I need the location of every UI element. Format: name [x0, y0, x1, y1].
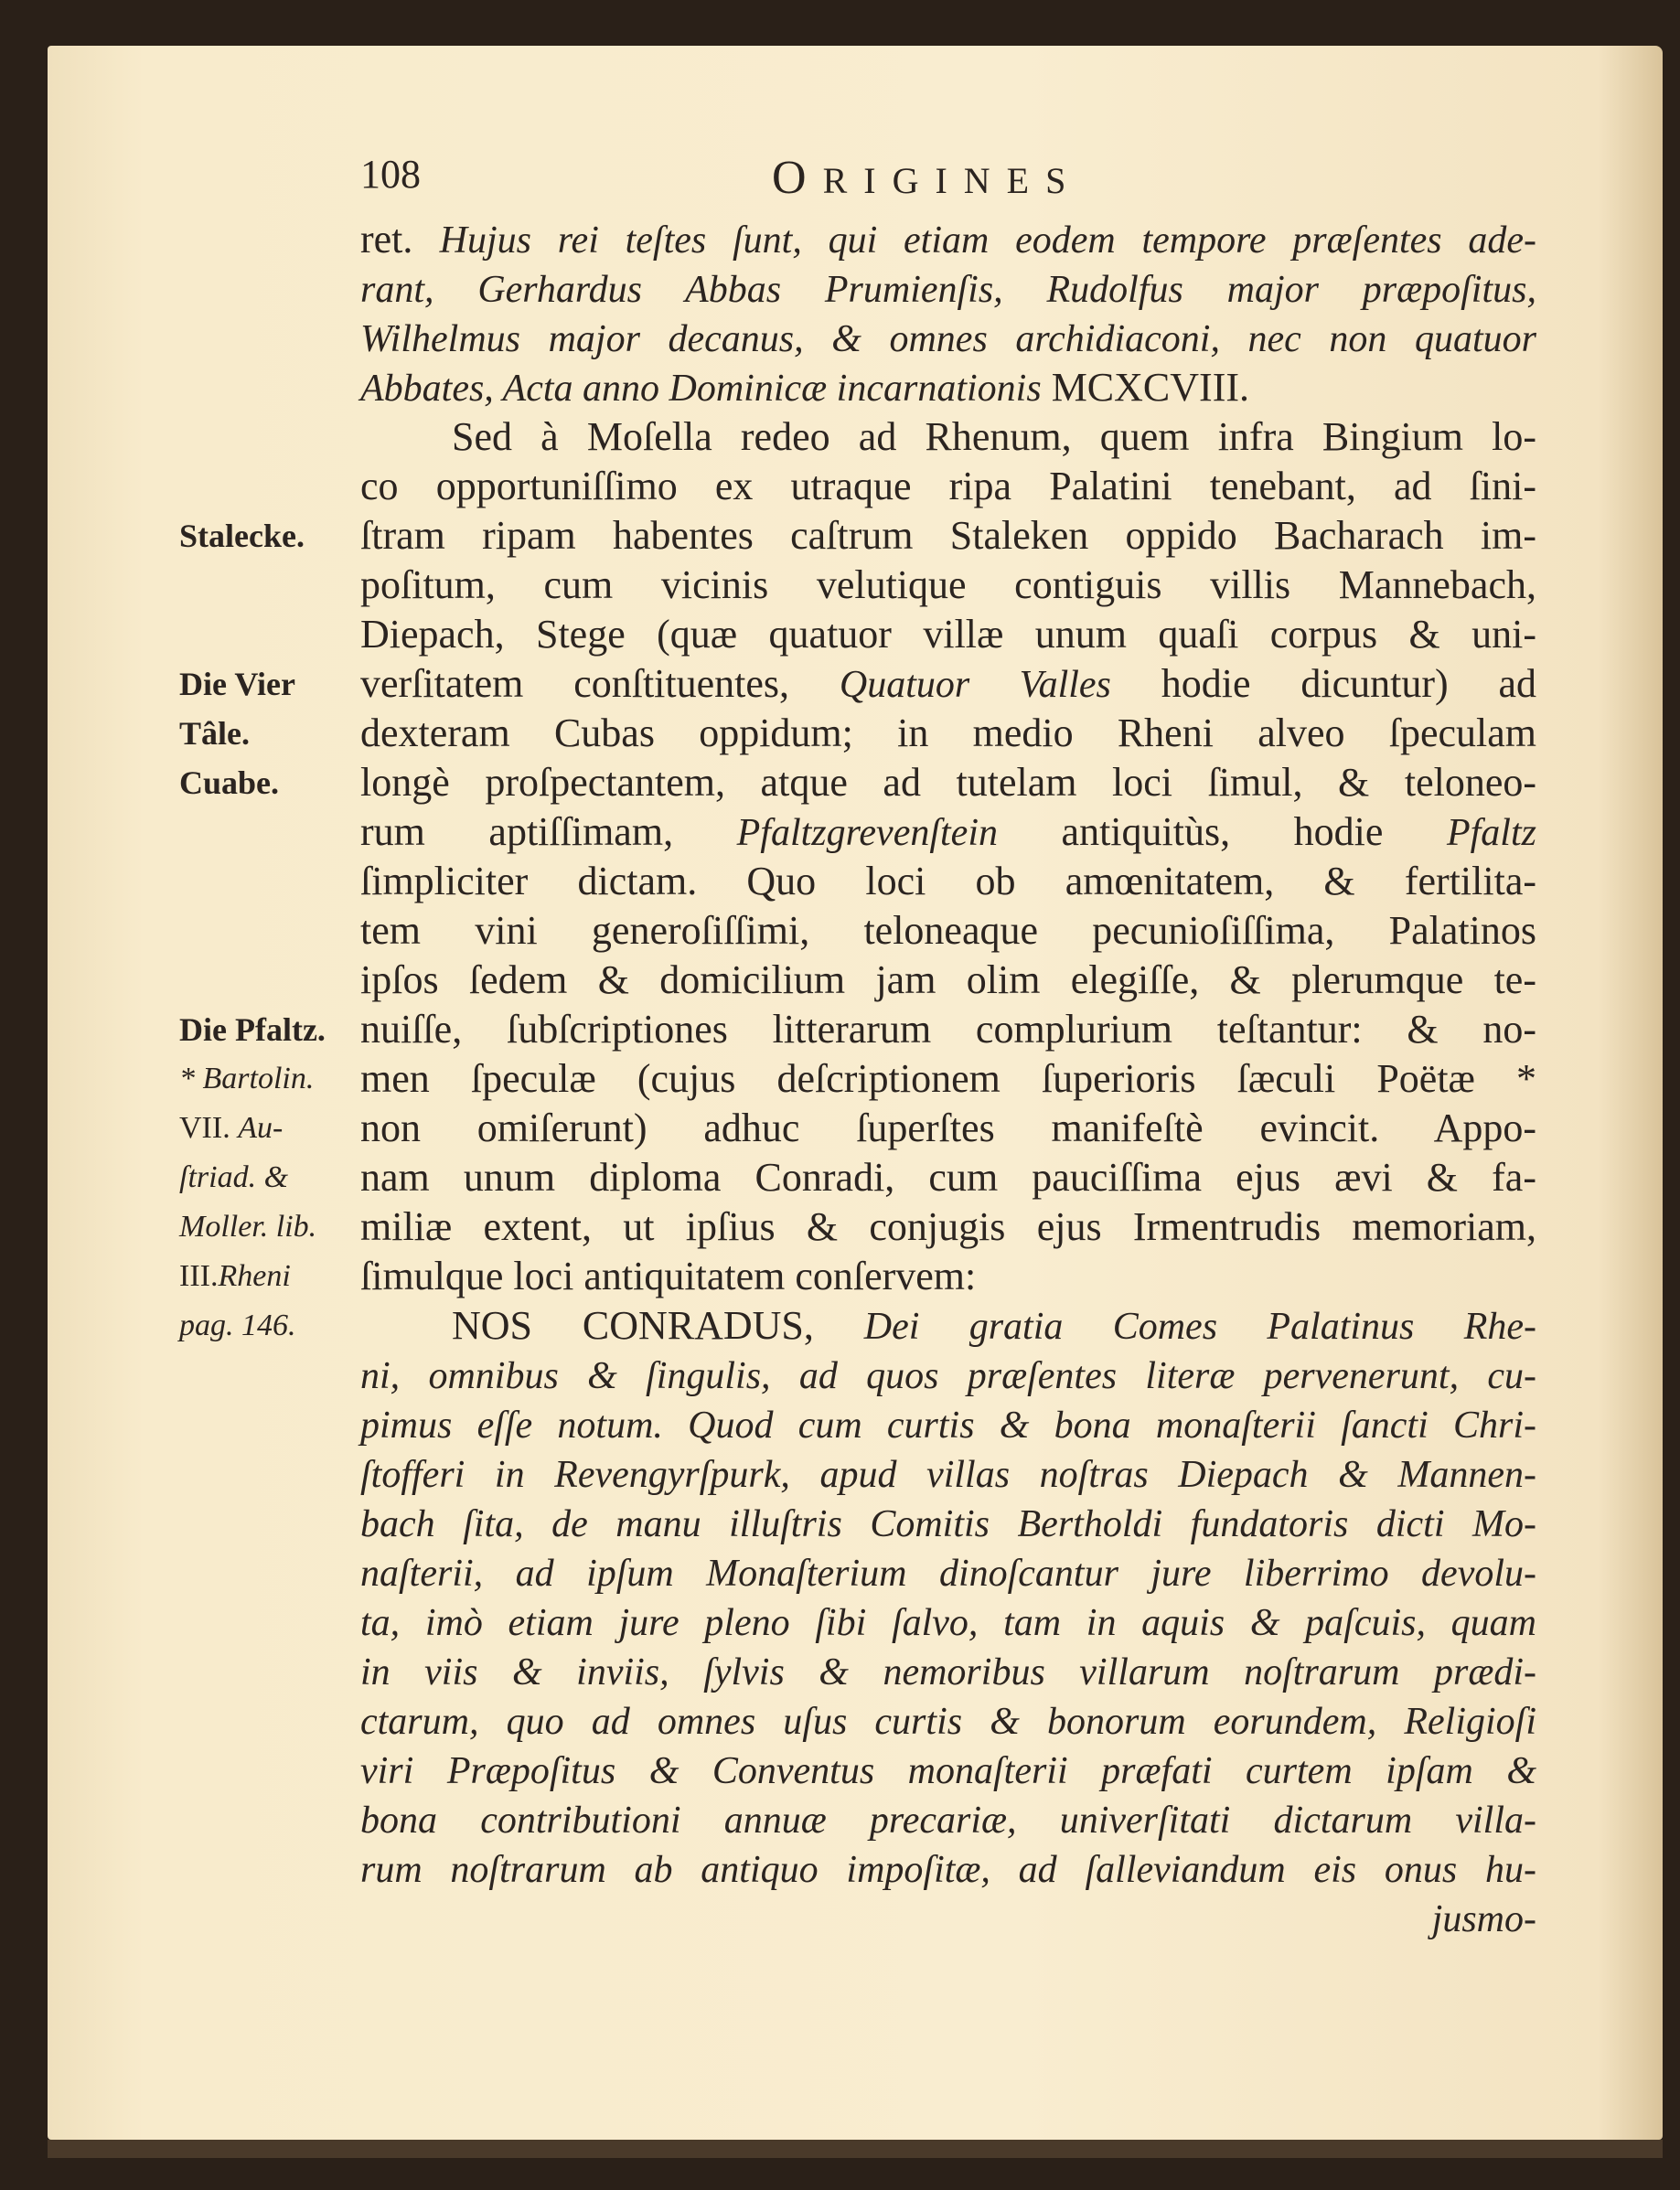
roman-text: Sed à Moſella redeo ad Rhenum, quem infra Bingium lo- [452, 414, 1536, 459]
text-line [360, 807, 1536, 857]
running-title-initial: O [772, 152, 823, 204]
running-header [360, 151, 1536, 206]
italic-text: rum noſtrarum ab antiquo impoſitæ, ad ſalleviandum eis onus hu- [360, 1849, 1536, 1891]
italic-text: Pfaltzgrevenſtein [736, 812, 998, 854]
italic-text: bona contributioni annuæ precariæ, univerſitati dictarum villa- [360, 1800, 1536, 1842]
page-number: 108 [360, 152, 421, 197]
text-line [360, 1301, 1536, 1351]
body-text [360, 215, 1536, 1943]
text-line [360, 956, 1536, 1005]
italic-text: jusmo- [1431, 1898, 1536, 1940]
margin-note [179, 1252, 291, 1301]
margin-note [179, 1005, 326, 1054]
text-line [360, 314, 1536, 363]
text-line [360, 659, 1536, 709]
text-line [360, 462, 1536, 511]
text-line [360, 857, 1536, 906]
text-line [360, 1696, 1536, 1746]
italic-text: ctarum, quo ad omnes uſus curtis & bonorum eorundem, Religioſi [360, 1701, 1536, 1743]
text-line [360, 1746, 1536, 1795]
margin-note [179, 1301, 296, 1351]
italic-text: rant, Gerhardus Abbas Prumienſis, Rudolfus major præpoſitus, [360, 269, 1536, 311]
text-line [360, 709, 1536, 758]
text-line [360, 215, 1536, 264]
text-line [360, 412, 1536, 462]
roman-text: nam unum diploma Conradi, cum pauciſſima ejus ævi & fa- [360, 1155, 1536, 1200]
text-line [360, 1153, 1536, 1202]
margin-note [179, 1104, 283, 1153]
margin-note-text: Moller. lib. [179, 1210, 317, 1244]
page-edge [48, 2140, 1663, 2158]
margin-note [179, 709, 250, 758]
text-line [360, 363, 1536, 412]
text-line [360, 1005, 1536, 1054]
roman-text: dexteram Cubas oppidum; in medio Rheni alveo ſpeculam [360, 710, 1536, 755]
italic-text: in viis & inviis, ſylvis & nemoribus villarum noſtrarum prædi- [360, 1651, 1536, 1693]
roman-text: ſimpliciter dictam. Quo loci ob amœnitatem, & fertilita- [360, 859, 1536, 903]
text-line [360, 1351, 1536, 1400]
roman-text: ſtram ripam habentes caſtrum Staleken oppido Bacharach im- [360, 513, 1536, 558]
italic-text: Wilhelmus major decanus, & omnes archidiaconi, nec non quatuor [360, 318, 1536, 360]
italic-text: Pfaltz [1446, 812, 1536, 854]
roman-text: non omiſerunt) adhuc ſuperſtes manifeſtè evincit. Appo- [360, 1106, 1536, 1150]
margin-note-text: VII. [179, 1111, 239, 1145]
roman-text: poſitum, cum vicinis velutique contiguis villis Mannebach, [360, 562, 1536, 607]
roman-text: nuiſſe, ſubſcriptiones litterarum complurium teſtantur: & no- [360, 1007, 1536, 1052]
italic-text: Quatuor Valles [839, 664, 1111, 706]
roman-text: rum aptiſſimam, [360, 809, 737, 854]
margin-note-text: Au- [238, 1111, 284, 1145]
margin-note [179, 1054, 314, 1104]
margin-note-text: Die Pfaltz. [179, 1011, 326, 1048]
roman-text: MCXCVIII. [1041, 365, 1250, 410]
margin-note [179, 1153, 288, 1202]
margin-note-text: Stalecke. [179, 518, 305, 554]
italic-text: ta, imò etiam jure pleno ſibi ſalvo, tam in aquis & paſcuis, quam [360, 1602, 1536, 1644]
italic-text: bach ſita, de manu illuſtris Comitis Bertholdi fundatoris dicti Mo- [360, 1503, 1536, 1545]
margin-note-text: Die Vier [179, 666, 295, 702]
italic-text: pimus eſſe notum. Quod cum curtis & bona monaſterii ſancti Chri- [360, 1405, 1536, 1447]
text-line [360, 1104, 1536, 1153]
roman-text: verſitatem conſtituentes, [360, 661, 840, 706]
text-line [360, 1844, 1536, 1894]
text-line [360, 1252, 1536, 1301]
text-line [360, 1202, 1536, 1252]
text-line [360, 1400, 1536, 1449]
roman-text: longè proſpectantem, atque ad tutelam loci ſimul, & teloneo- [360, 760, 1536, 805]
margin-note [179, 511, 305, 561]
margin-note [179, 1202, 316, 1252]
margin-note-text: Cuabe. [179, 764, 280, 801]
text-line [360, 1597, 1536, 1647]
running-title-rest: RIGINES [822, 160, 1083, 201]
italic-text: ni, omnibus & ſingulis, ad quos præſentes literæ pervenerunt, cu- [360, 1355, 1536, 1397]
roman-text: antiquitùs, hodie [998, 809, 1447, 854]
roman-text: NOS CONRADUS, [452, 1303, 864, 1348]
text-line [360, 511, 1536, 561]
italic-text: Dei gratia Comes Palatinus Rhe- [863, 1306, 1536, 1348]
roman-text: men ſpeculæ (cujus deſcriptionem ſuperioris ſæculi Poëtæ * [360, 1056, 1536, 1101]
italic-text: ſtofferi in Revengyrſpurk, apud villas noſtras Diepach & Mannen- [360, 1454, 1536, 1496]
roman-text: hodie dicuntur) ad [1110, 661, 1536, 706]
text-line [360, 1548, 1536, 1597]
roman-text: co opportuniſſimo ex utraque ripa Palatini tenebant, ad ſini- [360, 464, 1536, 508]
italic-text: Hujus rei teſtes ſunt, qui etiam eodem tempore præſentes ade- [439, 219, 1537, 262]
margin-note-text: Rheni [218, 1259, 291, 1293]
text-line [360, 758, 1536, 807]
text-line [360, 561, 1536, 610]
running-title [772, 151, 1082, 205]
roman-text: tem vini generoſiſſimi, teloneaque pecunioſiſſima, Palatinos [360, 908, 1536, 953]
italic-text: naſterii, ad ipſum Monaſterium dinoſcantur jure liberrimo devolu- [360, 1553, 1536, 1595]
text-line [360, 610, 1536, 659]
margin-note-text: pag. 146. [179, 1309, 296, 1342]
text-line [360, 1054, 1536, 1104]
margin-note [179, 758, 279, 807]
text-line [360, 1647, 1536, 1696]
italic-text: viri Præpoſitus & Conventus monaſterii præfati curtem ipſam & [360, 1750, 1536, 1792]
text-line [360, 1795, 1536, 1844]
roman-text: ipſos ſedem & domicilium jam olim elegiſſe, & plerumque te- [360, 957, 1536, 1002]
margin-note [179, 659, 295, 709]
margin-note-text: III. [179, 1259, 219, 1293]
roman-text: Diepach, Stege (quæ quatuor villæ unum quaſi corpus & uni- [360, 612, 1536, 657]
roman-text: ret. [360, 217, 440, 262]
text-line [360, 1894, 1536, 1943]
margin-note-text: ſtriad. & [179, 1160, 289, 1194]
text-line [360, 906, 1536, 956]
roman-text: miliæ extent, ut ipſius & conjugis ejus Irmentrudis memoriam, [360, 1204, 1536, 1249]
text-line [360, 1499, 1536, 1548]
margin-note-text: Tâle. [179, 715, 250, 752]
text-line [360, 264, 1536, 314]
italic-text: Abbates, Acta anno Dominicæ incarnationis [360, 368, 1042, 410]
text-line [360, 1449, 1536, 1499]
roman-text: ſimulque loci antiquitatem conſervem: [360, 1254, 977, 1298]
margin-note-text: * Bartolin. [179, 1062, 315, 1095]
